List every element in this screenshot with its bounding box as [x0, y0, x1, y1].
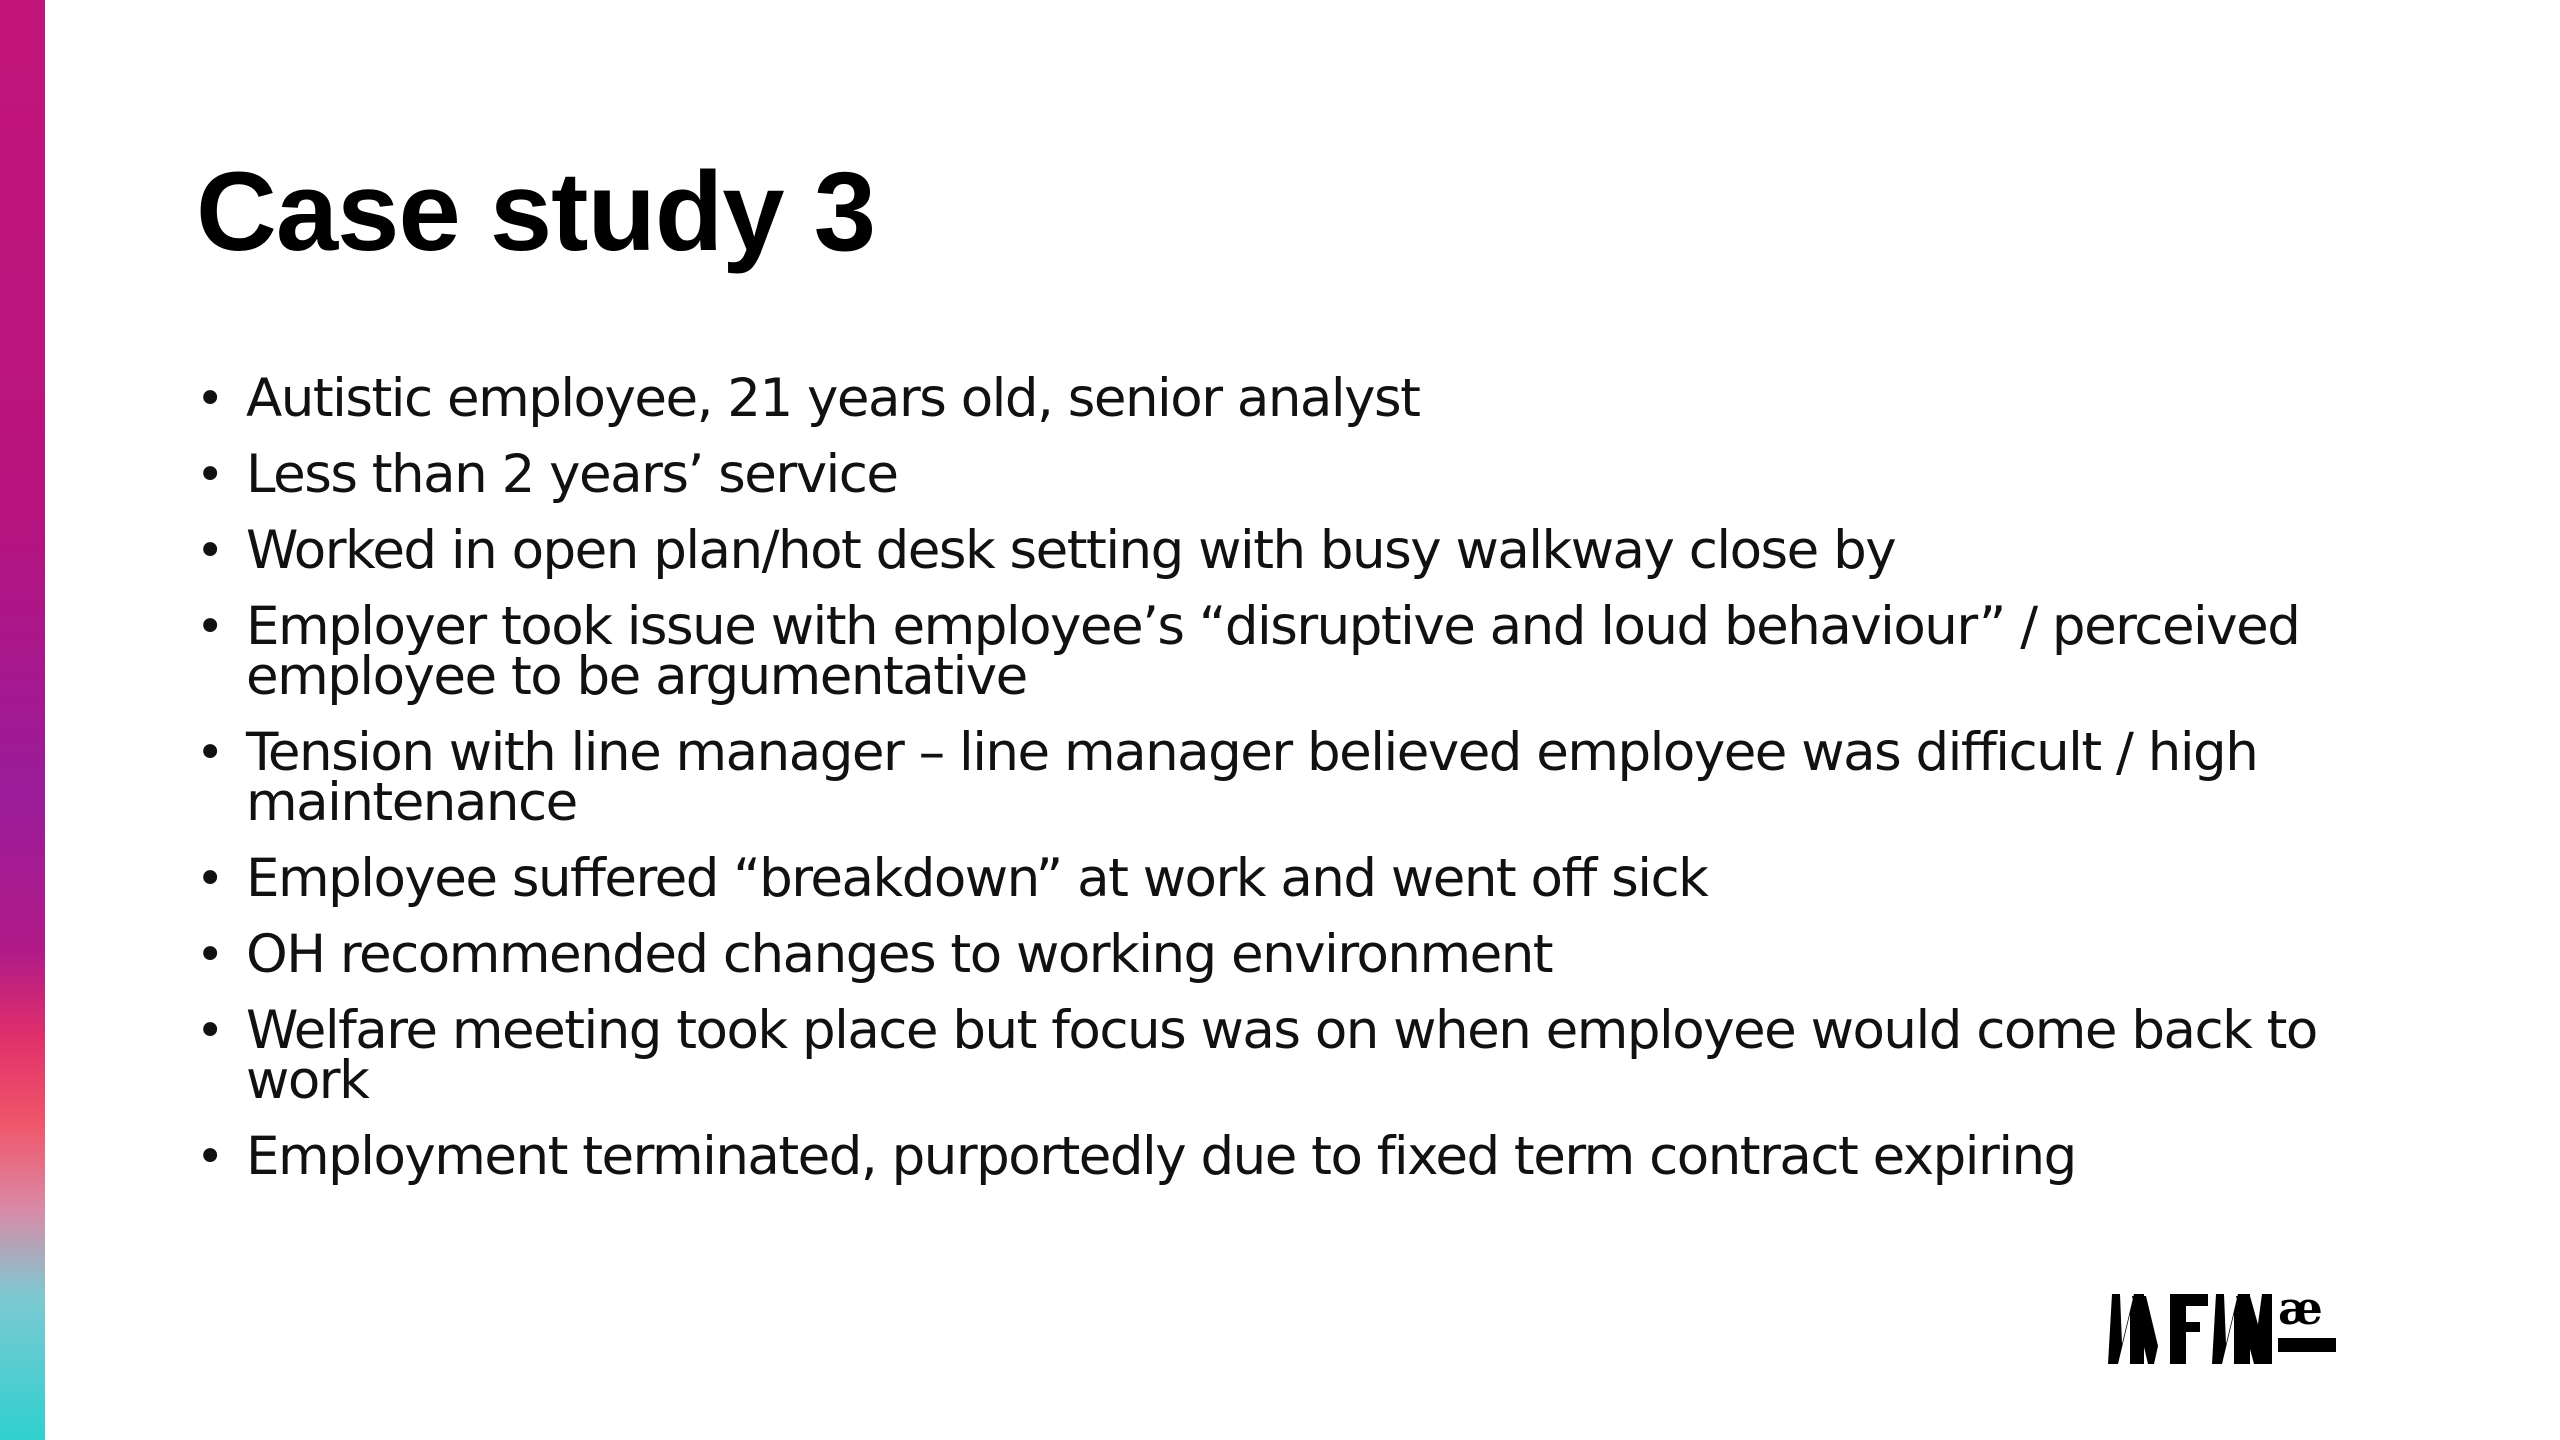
svg-text:æ: æ	[2278, 1284, 2323, 1335]
accent-bar	[0, 0, 45, 1440]
bullet-item: • Less than 2 years’ service	[196, 450, 2396, 500]
bullet-list	[196, 368, 2396, 1208]
bullet-item: • Autistic employee, 21 years old, senior analyst	[196, 374, 2396, 424]
bullet-item: • Tension with line manager – line manager believed employee was difficult / high maintenance	[196, 728, 2396, 828]
bullet-item: • Worked in open plan/hot desk setting with busy walkway close by	[196, 526, 2396, 576]
bullet-item: • Employment terminated, purportedly due to fixed term contract expiring	[196, 1132, 2396, 1182]
bullet-item: • Employer took issue with employee’s “disruptive and loud behaviour” / perceived employee to be argumentative	[196, 602, 2396, 702]
mfmac-logo	[2108, 1284, 2408, 1374]
bullet-item: • Welfare meeting took place but focus was on when employee would come back to work	[196, 1006, 2396, 1106]
bullet-item: • Employee suffered “breakdown” at work and went off sick	[196, 854, 2396, 904]
slide-title: Case study 3	[196, 149, 875, 274]
bullet-item: • OH recommended changes to working environment	[196, 930, 2396, 980]
